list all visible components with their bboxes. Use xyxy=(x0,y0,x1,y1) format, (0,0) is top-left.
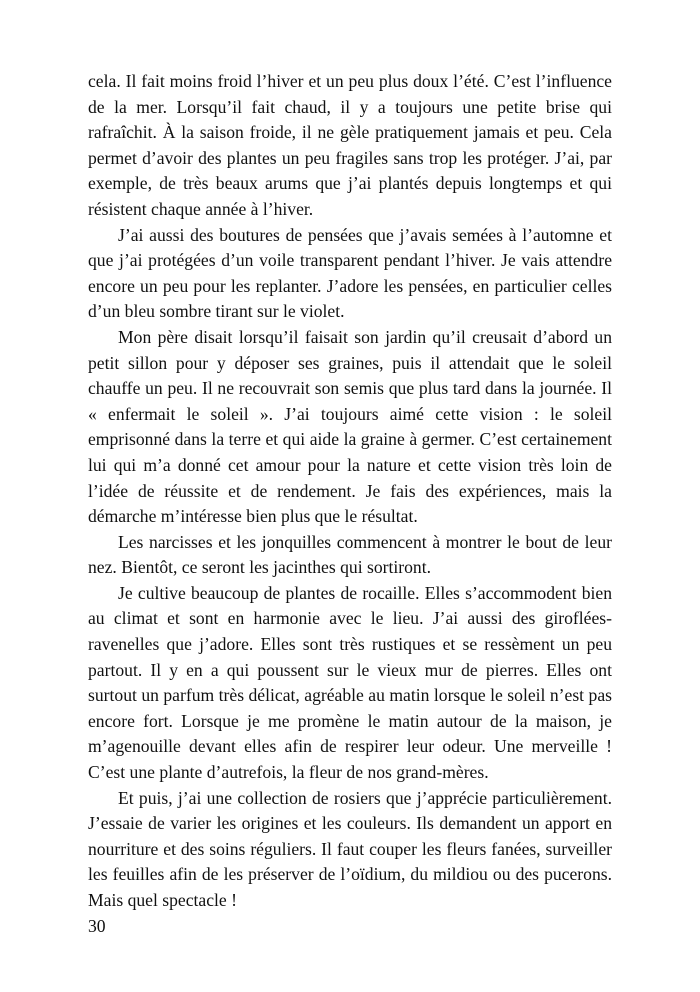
paragraph-pere-jardin: Mon père disait lorsqu’il faisait son jardin qu’il creusait d’abord un petit sillon pour y déposer ses graines, puis il attendait que le soleil chauffe un peu. Il ne recouvrait son semis que plus tard dans la journée. Il « enfermait le soleil ». J’ai toujours aimé cette vision : le soleil emprisonné dans la terre et qui aide la graine à germer. C’est certainement lui qui m’a donné cet amour pour la nature et cette vision très loin de l’idée de réussite et de rendement. Je fais des expériences, mais la démarche m’intéresse bien plus que le résultat. xyxy=(88,326,612,527)
paragraph-narcisses: Les narcisses et les jonquilles commencent à montrer le bout de leur nez. Bientôt, ce seront les jacinthes qui sortiront. xyxy=(88,531,612,578)
paragraph-pensees: J’ai aussi des boutures de pensées que j’avais semées à l’automne et que j’ai protégées d’un voile transparent pendant l’hiver. Je vais attendre encore un peu pour les replanter. J’adore les pensées, en particulier celles d’un bleu sombre tirant sur le violet. xyxy=(88,224,612,322)
paragraph-rocaille: Je cultive beaucoup de plantes de rocaille. Elles s’accommodent bien au climat et sont en harmonie avec le lieu. J’ai aussi des giroflées-ravenelles que j’adore. Elles sont très rustiques et se ressèment un peu partout. Il y en a qui poussent sur le vieux mur de pierres. Elles ont surtout un parfum très délicat, agréable au matin lorsque le soleil n’est pas encore fort. Lorsque je me promène le matin autour de la maison, je m’agenouille devant elles afin de respirer leur odeur. Une merveille ! C’est une plante d’autrefois, la fleur de nos grand-mères. xyxy=(88,582,612,783)
paragraph-rosiers: Et puis, j’ai une collection de rosiers que j’apprécie particulièrement. J’essaie de varier les origines et les couleurs. Ils demandent un apport en nourriture et des soins réguliers. Il faut couper les fleurs fanées, surveiller les feuilles afin de les préserver de l’oïdium, du mildiou ou des pucerons. Mais quel spectacle ! xyxy=(88,787,612,910)
body-text xyxy=(88,69,612,914)
page-number: 30 xyxy=(88,916,106,936)
paragraph-continued: cela. Il fait moins froid l’hiver et un peu plus doux l’été. C’est l’influence de la mer. Lorsqu’il fait chaud, il y a toujours une petite brise qui rafraîchit. À la saison froide, il ne gèle pratiquement jamais et peu. Cela permet d’avoir des plantes un peu fragiles sans trop les protéger. J’ai, par exemple, de très beaux arums que j’ai plantés depuis longtemps et qui résistent chaque année à l’hiver. xyxy=(88,71,612,219)
